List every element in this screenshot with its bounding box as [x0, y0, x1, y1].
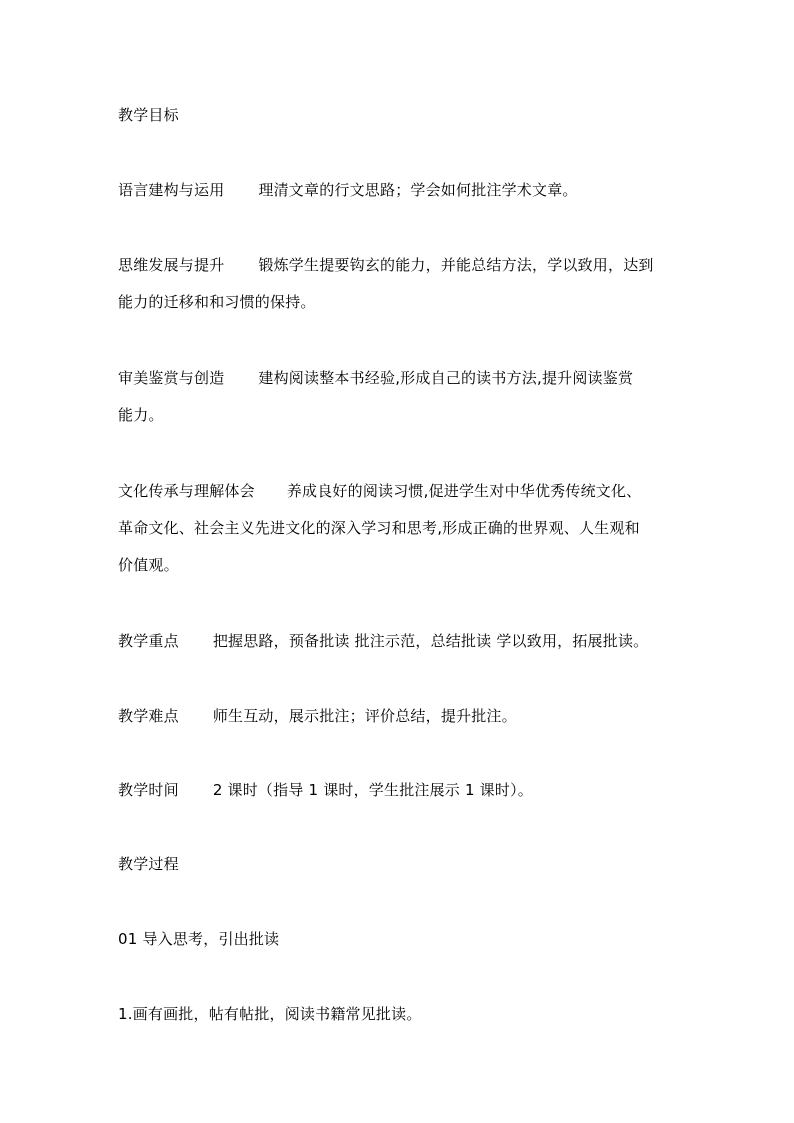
objective-thinking: [118, 255, 654, 275]
key-points-label: 教学重点: [118, 632, 179, 650]
difficulties-text: 师生互动，展示批注；评价总结，提升批注。: [212, 707, 517, 725]
objective-language: [118, 180, 578, 200]
time-text: 2 课时（指导 1 课时，学生批注展示 1 课时）。: [212, 781, 533, 799]
key-points: [118, 631, 648, 651]
objective-culture-continued-2: 价值观。: [118, 556, 179, 574]
objective-label: 语言建构与运用: [118, 181, 225, 199]
difficulties: [118, 706, 517, 726]
objective-label: 思维发展与提升: [118, 256, 225, 274]
key-points-text: 把握思路，预备批读 批注示范，总结批读 学以致用，拓展批读。: [212, 632, 649, 650]
time-label: 教学时间: [118, 781, 179, 799]
objective-thinking-continued: 能力的迁移和和习惯的保持。: [118, 293, 316, 311]
objective-label: 文化传承与理解体会: [118, 482, 255, 500]
objective-aesthetics-continued: 能力。: [118, 406, 164, 424]
objective-culture-continued-1: 革命文化、社会主义先进文化的深入学习和思考,形成正确的世界观、人生观和: [118, 519, 640, 537]
objective-text: 养成良好的阅读习惯,促进学生对中华优秀传统文化、: [286, 482, 642, 500]
objective-text: 锻炼学生提要钩玄的能力，并能总结方法，学以致用，达到: [258, 256, 654, 274]
item-1: 1.画有画批，帖有帖批，阅读书籍常见批读。: [118, 1005, 422, 1023]
objective-culture: [118, 481, 641, 501]
section-01-heading: 01 导入思考，引出批读: [118, 930, 280, 948]
objective-aesthetics: [118, 368, 633, 388]
teaching-time: [118, 780, 533, 800]
process-heading: 教学过程: [118, 855, 179, 873]
objectives-heading: 教学目标: [118, 106, 179, 124]
difficulties-label: 教学难点: [118, 707, 179, 725]
objective-text: 理清文章的行文思路；学会如何批注学术文章。: [258, 181, 578, 199]
objective-label: 审美鉴赏与创造: [118, 369, 225, 387]
objective-text: 建构阅读整本书经验,形成自己的读书方法,提升阅读鉴赏: [258, 369, 634, 387]
